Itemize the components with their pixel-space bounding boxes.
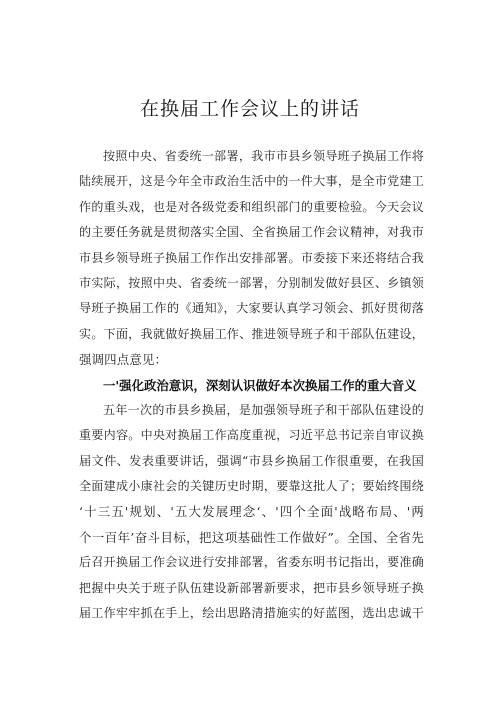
paragraph-line: 个一百年’奋斗目标，把这项基础性工作做好”。全国、全省先 <box>79 529 424 545</box>
section-heading: 一'强化政治意识，深刻认识做好本次换届工作的重大音义 <box>103 377 417 393</box>
paragraph-line: ‘十三五'规划、'五大发展理念‘、'四个全面'战略布局、'两 <box>79 504 424 520</box>
paragraph-line: 作的重头戏，也是对各级党委和组织部门的重要检验。今天会议 <box>79 199 424 214</box>
document-body <box>79 144 424 626</box>
paragraph-line: 导班子换届工作的《通知》，大家要认真学习领会、抓好贯彻落 <box>79 301 424 316</box>
paragraph-line: 全面建成小康社会的关键历史时期，要靠这批人了；要始终围绕 <box>79 479 424 494</box>
paragraph-line: 实。下面，我就做好换届工作、推进领导班子和干部队伍建设， <box>79 326 424 341</box>
paragraph-line: 的主要任务就是贯彻落实全国、全省换届工作会议精神，对我市 <box>79 225 424 240</box>
paragraph-line: 重要内容。中央对换届工作高度重视，习近平总书记亲自审议换 <box>79 428 424 443</box>
paragraph-line: 五年一次的市县乡换届，是加强领导班子和干部队伍建设的 <box>103 402 424 417</box>
paragraph-line: 按照中央、省委统一部署，我市市县乡领导班子换届工作将 <box>103 149 424 163</box>
paragraph-line: 届文件、发表重要讲话，强调“市县乡换届工作很重要，在我国 <box>79 453 424 468</box>
paragraph-line: 陆续展开，这是今年全市政治生活中的一件大事，是全市党建工 <box>79 174 424 189</box>
paragraph-line: 届工作牢牢抓在手上，绘出思路清措施实的好蓝图，选出忠诚干 <box>79 606 424 621</box>
paragraph-line: 强调四点意见： <box>79 352 168 368</box>
paragraph-line: 市县乡领导班子换届工作作出安排部署。市委接下来还将结合我 <box>79 250 424 265</box>
paragraph-line: 后召开换届工作会议进行安排部署，省委东明书记指出，要准确 <box>79 555 424 570</box>
document-title: 在换届工作会议上的讲话 <box>139 98 360 120</box>
paragraph-line: 把握中央关于班子队伍建设新部署新要求，把市县乡领导班子换 <box>79 580 424 595</box>
paragraph-line: 市实际，按照中央、省委统一部署，分别制发做好县区、乡镇领 <box>79 275 424 290</box>
